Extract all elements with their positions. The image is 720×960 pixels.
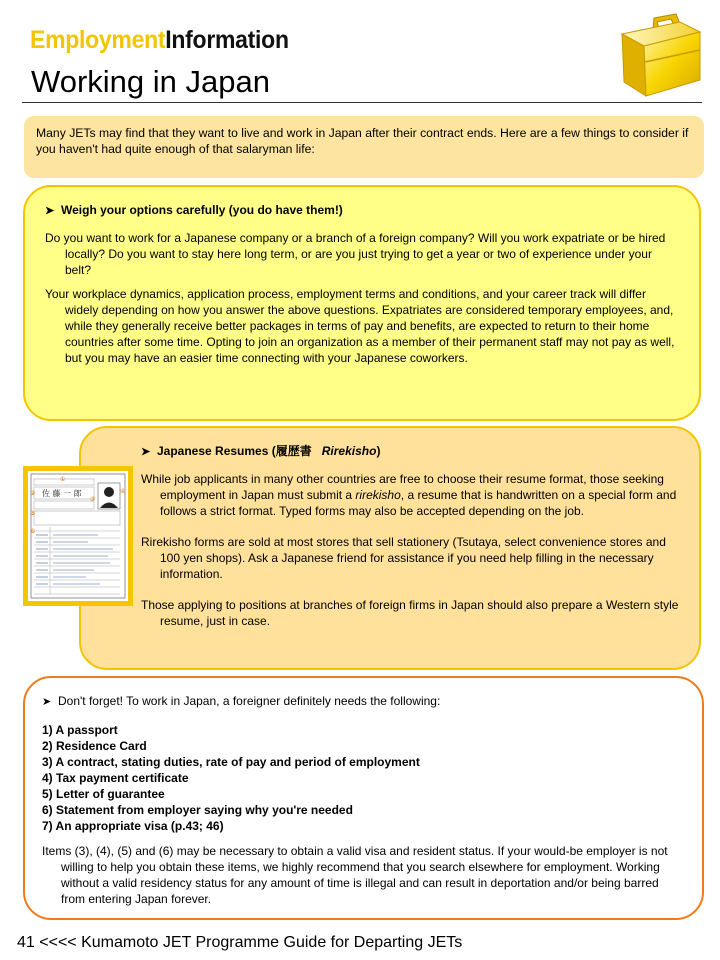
resumes-heading-post: ) [376, 444, 381, 458]
list-item: 4) Tax payment certificate [42, 771, 189, 785]
intro-text: Many JETs may find that they want to live and work in Japan after their contract ends. Here are a few things to consider if you haven't had quite enough of that salaryman life: [36, 126, 689, 156]
rirekisho-form-drawing [28, 471, 128, 601]
requirements-panel [23, 676, 704, 920]
guide-title: Kumamoto JET Programme Guide for Departing JETs [81, 934, 463, 951]
options-heading [45, 202, 679, 219]
requirements-intro-text: Don't forget! To work in Japan, a foreigner definitely needs the following: [58, 694, 441, 708]
page-title: Working in Japan [31, 64, 270, 99]
options-heading-text: Weigh your options carefully (you do have them!) [61, 203, 343, 217]
resumes-heading-pre: Japanese Resumes ( [157, 444, 276, 458]
section-kicker [30, 26, 289, 55]
list-item: 5) Letter of guarantee [42, 787, 165, 801]
options-paragraph-1: Do you want to work for a Japanese company or a branch of a foreign company? Will you work expatriate or be hired locally? Do you want to stay here long term, or are you just trying to get a year or two of experience under your belt? [45, 231, 666, 277]
rirekisho-term: rirekisho [355, 488, 401, 502]
list-item: 2) Residence Card [42, 739, 147, 753]
resumes-panel [79, 426, 701, 670]
requirements-closing: Items (3), (4), (5) and (6) may be necessary to obtain a valid visa and resident status. If your would-be employer is not willing to help you obtain these items, we highly recommend that you search elsewhere for employment. Working without a valid residency status for any amount of time is illegal and can result in deportation and/or being barred from entering Japan forever. [42, 844, 668, 906]
page-number: 41 [17, 934, 35, 951]
list-item: 7) An appropriate visa (p.43; 46) [42, 819, 224, 833]
list-item: 6) Statement from employer saying why you're needed [42, 803, 353, 817]
briefcase-icon [614, 12, 706, 100]
requirements-intro [42, 693, 682, 710]
resumes-paragraph-2: Rirekisho forms are sold at most stores that sell stationery (Tsutaya, select convenience stores and 100 yen shops). Ask a Japanese friend for assistance if you need help filling in the necessary information. [141, 535, 666, 581]
options-paragraph-2: Your workplace dynamics, application process, employment terms and conditions, and your career track will differ widely depending on how you answer the above questions. Expatriates are considered temporary employees, and, while they generally receive better packages in terms of pay and benefits, are expected to return to their home countries after some time. Opting to join an organization as a member of their permanent staff may not pay as well, but you may have an easier time connecting with your Japanese coworkers. [45, 287, 675, 365]
arrow-bullet-icon: ➤ [45, 205, 55, 217]
resumes-heading-kanji: 履歴書 [275, 444, 312, 458]
footer-separator: <<<< [39, 934, 77, 951]
list-item: 1) A passport [42, 723, 118, 737]
intro-box [24, 116, 704, 178]
list-item: 3) A contract, stating duties, rate of pay and period of employment [42, 755, 420, 769]
arrow-bullet-icon: ➤ [141, 446, 151, 458]
kicker-information: Information [165, 26, 289, 54]
page-footer [17, 934, 462, 952]
svg-text:④: ④ [120, 488, 126, 495]
resumes-heading-romaji: Rirekisho [321, 444, 377, 458]
requirements-list [42, 722, 682, 834]
svg-text:③: ③ [90, 496, 96, 503]
kicker-employment: Employment [30, 26, 166, 54]
resume-name-field: 佐 藤 一 郎 [42, 489, 82, 498]
options-panel [23, 185, 701, 421]
svg-text:⑥: ⑥ [30, 528, 36, 535]
resumes-paragraph-3: Those applying to positions at branches of foreign firms in Japan should also prepare a Western style resume, just in case. [141, 598, 679, 628]
svg-text:⑤: ⑤ [30, 510, 36, 517]
header-divider [22, 102, 702, 103]
svg-text:②: ② [30, 490, 36, 497]
svg-text:①: ① [60, 476, 66, 483]
arrow-bullet-icon: ➤ [42, 696, 52, 708]
resumes-paragraph-1: While job applicants in many other countries are free to choose their resume format, those seeking employment in Japan must submit a rirekisho, a resume that is handwritten on a special form and follows a strict format. Typed forms may also be accepted depending on the job. [141, 472, 677, 518]
rirekisho-form-image [23, 466, 133, 606]
resumes-heading [141, 443, 679, 460]
